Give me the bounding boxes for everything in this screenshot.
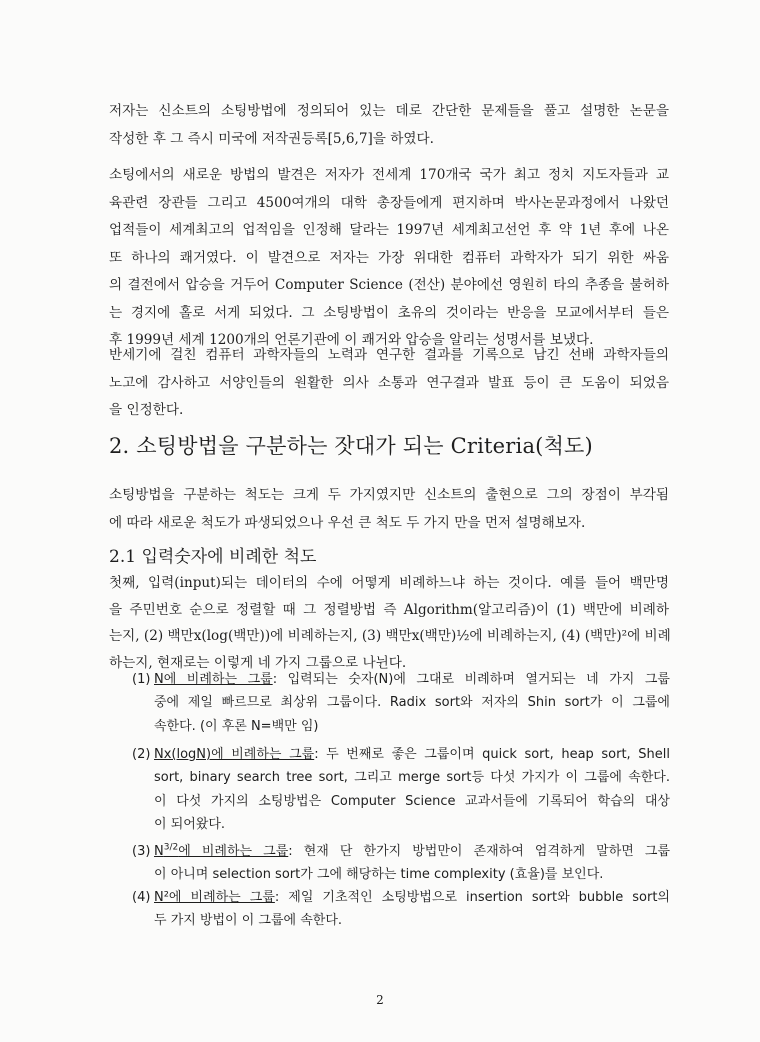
text-line: 하는지, 현재로는 이렇게 네 가지 그룹으로 나뉜다. [109,654,407,671]
text-line: 중에 제일 빠르므로 최상위 그룹이다. Radix sort와 저자의 Shin sort가 이 그룹에 [154,695,670,711]
list-item-number: (2) [132,747,151,762]
list-item-number: (1) [132,672,151,687]
text-line: sort, binary search tree sort, 그리고 merge sort등 다섯 가지가 이 그룹에 속한다. [154,770,670,786]
text-line: 의 결전에서 압승을 거두어 Computer Science (전산) 분야에선 영원히 타의 추종을 불허하 [109,277,669,293]
paragraph-discovery [109,162,669,355]
page-number: 2 [376,993,384,1007]
list-item-term: N에 비례하는 그룹 [154,672,273,687]
paragraph-input-proportion [109,570,669,676]
section-heading-2: 2. 소팅방법을 구분하는 잣대가 되는 Criteria(척도) [109,434,593,458]
list-item-term: N²에 비례하는 그룹 [154,890,275,905]
text-line: 는지, (2) 백만x(log(백만))에 비례하는지, (3) 백만x(백만)½에 비례하는지, (4) (백만)²에 비례 [109,628,671,644]
text-line: : 입력되는 숫자(N)에 그대로 비례하며 열거되는 네 가지 그룹 [272,672,670,687]
text-line: 작성한 후 그 즉시 미국에 저작권등록[5,6,7]을 하였다. [109,130,434,147]
section-heading-2-1: 2.1 입력숫자에 비례한 척도 [109,547,317,567]
text-line: 또 하나의 쾌거였다. 이 발견으로 저자는 가장 위대한 컴퓨터 과학자가 되기 위한 싸움 [109,249,669,266]
text-line: 두 가지 방법이 이 그룹에 속한다. [154,913,343,929]
text-line: 에 따라 새로운 척도가 파생되었으나 우선 큰 척도 두 가지 만을 먼저 설명해보자. [109,514,586,531]
text-line: 속한다. (이 후론 N=백만 임) [154,718,319,734]
text-line: 업적들이 세계최고의 업적임을 인정해 달라는 1997년 세계최고선언 후 약 1년 후에 나온 [109,222,669,238]
text-line: 노고에 감사하고 서양인들의 원활한 의사 소통과 연구결과 발표 등이 큰 도움이 되었음 [109,374,669,391]
text-line: 을 인정한다. [109,402,184,418]
list-item [132,668,670,738]
list-item-number: (4) [132,890,151,905]
text-line: 저자는 신소트의 소팅방법에 정의되어 있는 데로 간단한 문제들을 풀고 설명한 논문을 [109,103,669,119]
list-item [132,840,670,887]
list-item-term: Nx(logN)에 비례하는 그룹 [154,747,315,762]
paragraph-copyright [109,98,669,153]
text-line: : 두 번째로 좋은 그룹이며 quick sort, heap sort, Shell [314,747,670,762]
text-line: 이 다섯 가지의 소팅방법은 Computer Science 교과서들에 기록되어 학습의 대상 [154,793,670,809]
paragraph-acknowledgment [109,342,669,425]
text-line: 소팅방법을 구분하는 척도는 크게 두 가지였지만 신소트의 출현으로 그의 장점이 부각됨 [109,487,669,503]
term-superscript: 3/2 [163,842,179,853]
text-line: 소팅에서의 새로운 방법의 발견은 저자가 전세계 170개국 국가 최고 정치 지도자들과 교 [109,167,669,183]
text-line: : 현재 단 한가지 방법만이 존재하여 엄격하게 말하면 그룹 [288,844,671,859]
term-base: N [154,844,164,859]
list-item-number: (3) [132,844,151,859]
text-line: 을 주민번호 순으로 정렬할 때 그 정렬방법 즉 Algorithm(알고리즘)이 (1) 백만에 비례하 [109,601,669,618]
text-line: 첫째, 입력(input)되는 데이터의 수에 어떻게 비례하느냐 하는 것이다. 예를 들어 백만명 [109,575,669,591]
text-line: 이 아니며 selection sort가 그에 해당하는 time complexity (효율)를 보인다. [154,867,604,883]
text-line: 반세기에 걸친 컴퓨터 과학자들의 노력과 연구한 결과를 기록으로 남긴 선배 과학자들의 [109,347,669,363]
paragraph-criteria-intro [109,482,669,537]
text-line: 는 경지에 홀로 서게 되었다. 그 소팅방법이 초유의 것이라는 반응을 모교에서부터 들은 [109,304,669,321]
text-line: : 제일 기초적인 소팅방법으로 insertion sort와 bubble sort의 [274,890,670,905]
text-line: 후 1999년 세계 1200개의 언론기관에 이 쾌거와 압승을 알리는 성명서를 보냈다. [109,332,594,348]
list-item [132,886,670,933]
list-item-term [154,844,288,859]
text-line: 이 되어왔다. [154,817,226,833]
list-item [132,743,670,837]
text-line: 육관련 장관들 그리고 4500여개의 대학 총장들에게 편지하며 박사논문과정에서 나왔던 [109,194,669,211]
term-rest: 에 비례하는 그룹 [178,844,289,859]
